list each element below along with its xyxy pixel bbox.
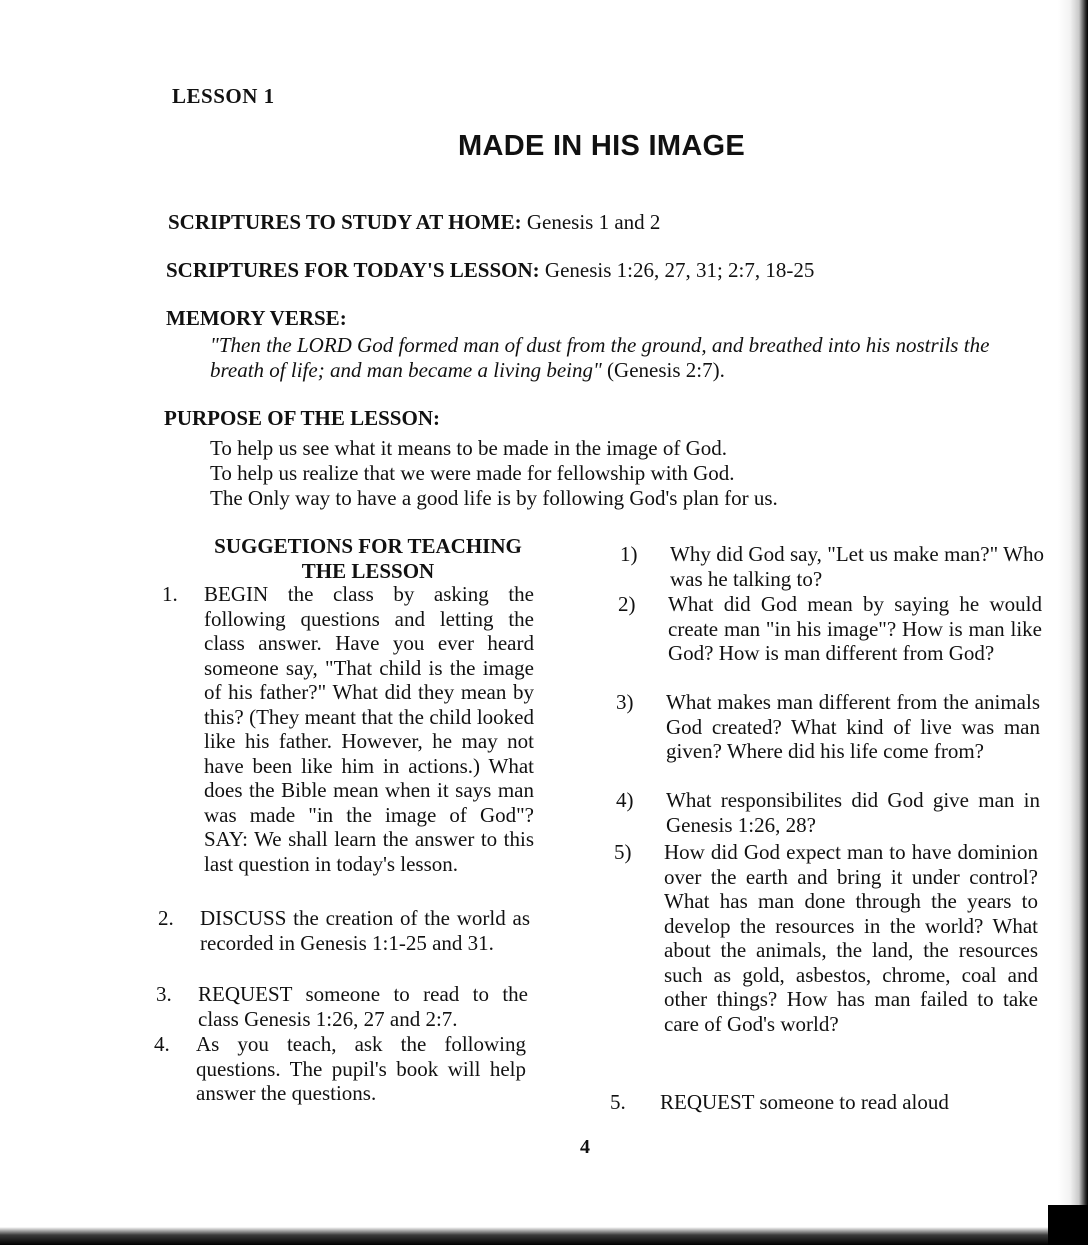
purpose-item: To help us realize that we were made for fellowship with God. bbox=[210, 461, 735, 485]
step-number: 4. bbox=[154, 1032, 170, 1056]
question-number: 1) bbox=[620, 542, 638, 566]
step-text: DISCUSS the creation of the world as recorded in Genesis 1:1-25 and 31. bbox=[200, 906, 530, 955]
step-text: REQUEST someone to read aloud bbox=[660, 1090, 949, 1114]
scriptures-home-value: Genesis 1 and 2 bbox=[526, 210, 661, 234]
question-text: What responsibilites did God give man in Genesis 1:26, 28? bbox=[666, 788, 1040, 837]
scriptures-today-label: SCRIPTURES FOR TODAY'S LESSON: bbox=[166, 258, 540, 282]
step-number: 3. bbox=[156, 982, 172, 1006]
suggestions-heading bbox=[196, 534, 540, 584]
scriptures-today-value: Genesis 1:26, 27, 31; 2:7, 18-25 bbox=[544, 258, 815, 282]
step-text: BEGIN the class by asking the following questions and letting the class answer. Have you ever heard someone say, "That child is the image of his father?" What did they mean by this? (They meant that the child looked like his father. However, he may not have been like him in actions.) What does the Bible mean when it says man was made "in the image of God"? SAY: We shall learn the answer to this last question in today's lesson. bbox=[204, 582, 534, 876]
suggestions-heading-line2: THE LESSON bbox=[301, 559, 435, 583]
memory-verse-text bbox=[210, 333, 1040, 383]
scan-edge-bottom bbox=[0, 1227, 1088, 1245]
purpose-list bbox=[210, 436, 778, 511]
purpose-item: The Only way to have a good life is by following God's plan for us. bbox=[210, 486, 778, 510]
suggestions-heading-line1: SUGGETIONS FOR TEACHING bbox=[214, 534, 522, 558]
question-text: Why did God say, "Let us make man?" Who was he talking to? bbox=[670, 542, 1044, 591]
question-text: What makes man different from the animals God created? What kind of live was man given? Where did his life come from? bbox=[666, 690, 1040, 763]
scriptures-home-label: SCRIPTURES TO STUDY AT HOME: bbox=[168, 210, 522, 234]
scriptures-home-line bbox=[168, 210, 660, 235]
page-title: MADE IN HIS IMAGE bbox=[458, 130, 746, 162]
step-text: REQUEST someone to read to the class Genesis 1:26, 27 and 2:7. bbox=[198, 982, 528, 1031]
question-number: 3) bbox=[616, 690, 634, 714]
page-number: 4 bbox=[580, 1136, 590, 1158]
scan-edge-right bbox=[1058, 0, 1088, 1245]
question-number: 2) bbox=[618, 592, 636, 616]
scriptures-today-line bbox=[166, 258, 814, 283]
right-column bbox=[610, 542, 1048, 1122]
memory-verse-quote: "Then the LORD God formed man of dust from the ground, and breathed into his nostrils the breath of life; and man became a living being" bbox=[210, 333, 990, 382]
purpose-item: To help us see what it means to be made in the image of God. bbox=[210, 436, 727, 460]
step-number: 2. bbox=[158, 906, 174, 930]
lesson-label: LESSON 1 bbox=[172, 84, 275, 108]
purpose-heading: PURPOSE OF THE LESSON: bbox=[164, 406, 440, 430]
question-number: 4) bbox=[616, 788, 634, 812]
left-column bbox=[154, 582, 574, 1112]
step-text: As you teach, ask the following questions. The pupil's book will help answer the questions. bbox=[196, 1032, 526, 1105]
step-number: 1. bbox=[162, 582, 178, 606]
question-number: 5) bbox=[614, 840, 632, 864]
step-number: 5. bbox=[610, 1090, 626, 1114]
memory-verse-reference: (Genesis 2:7). bbox=[607, 358, 725, 382]
question-text: How did God expect man to have dominion over the earth and bring it under control? What has man done through the years to develop the resources in the world? What about the animals, the land, the resources such as gold, asbestos, chrome, coal and other things? How has man failed to take care of God's world? bbox=[664, 840, 1038, 1036]
memory-verse-heading: MEMORY VERSE: bbox=[166, 306, 347, 330]
scan-corner bbox=[1048, 1205, 1088, 1245]
question-text: What did God mean by saying he would create man "in his image"? How is man like God? How is man different from God? bbox=[668, 592, 1042, 665]
